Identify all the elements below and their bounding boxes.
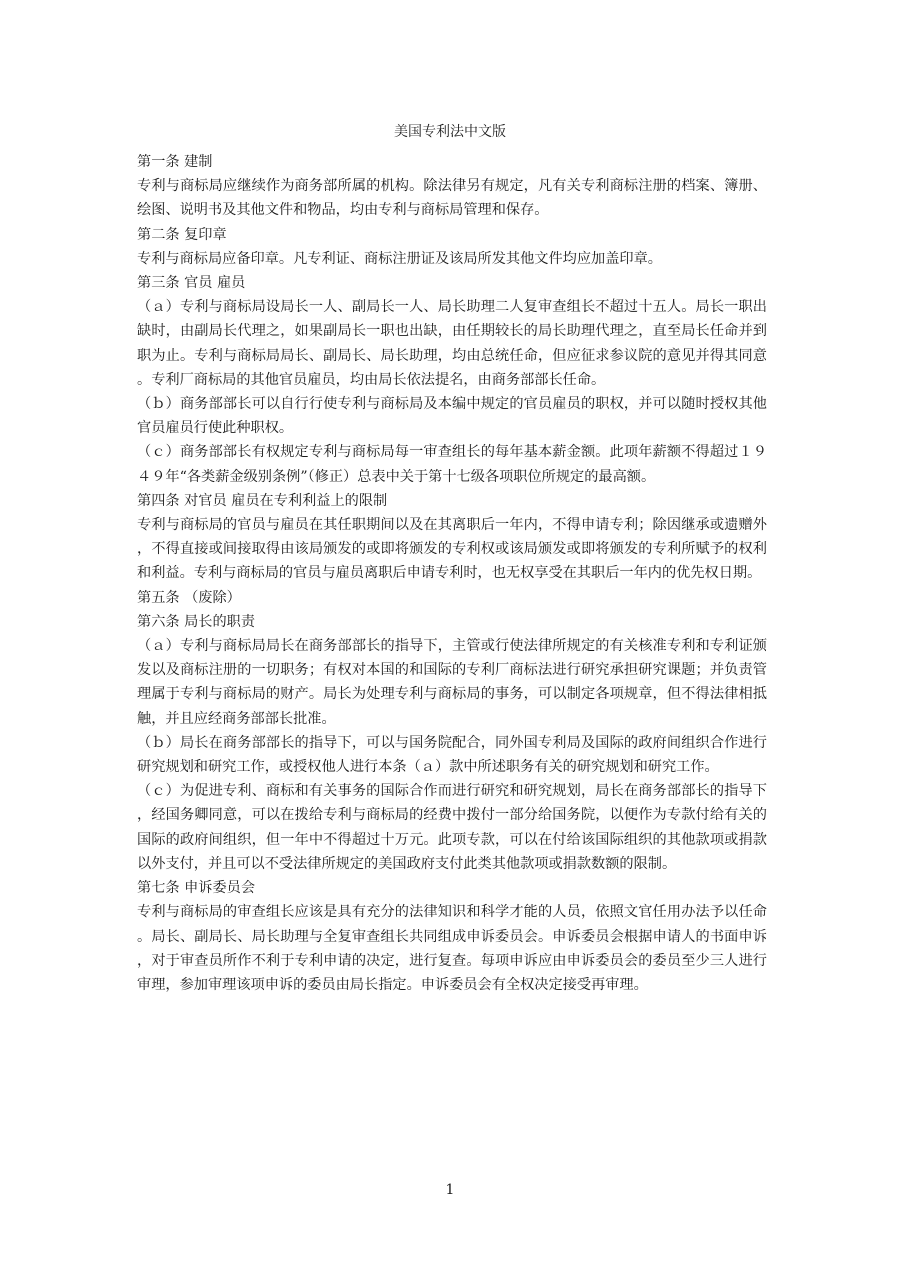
paragraph: （ｃ）为促进专利、商标和有关事务的国际合作而进行研究和研究规划，局长在商务部部长的指导下，经国务卿同意，可以在拨给专利与商标局的经费中拨付一部分给国务院，以便作为专款付给有关的国际的政府间组织，但一年中不得超过十万元。此项专款，可以在付给该国际组织的其他款项或捐款以外支付，并且可以不受法律所规定的美国政府支付此类其他款项或捐款数额的限制。	[137, 783, 767, 872]
paragraph: 专利与商标局应备印章。凡专利证、商标注册证及该局所发其他文件均应加盖印章。	[137, 250, 662, 267]
article-heading: 第四条 对官员 雇员在专利利益上的限制	[137, 492, 388, 509]
paragraph: （ｃ）商务部部长有权规定专利与商标局每一审查组长的每年基本薪金额。此项年薪额不得超过１９４９年“各类薪金级别条例”（修正）总表中关于第十七级各项职位所规定的最高额。	[137, 444, 767, 485]
paragraph: 专利与商标局的审查组长应该是具有充分的法律知识和科学才能的人员，依照文官任用办法予以任命。局长、副局长、局长助理与全复审查组长共同组成申诉委员会。申诉委员会根据申请人的书面申诉，对于审查员所作不利于专利申请的决定，进行复查。每项申诉应由申诉委员会的委员至少三人进行审理，参加审理该项申诉的委员由局长指定。申诉委员会有全权决定接受再审理。	[137, 904, 767, 993]
paragraph: （ａ）专利与商标局设局长一人、副局长一人、局长助理二人复审查组长不超过十五人。局长一职出缺时，由副局长代理之，如果副局长一职也出缺，由任期较长的局长助理代理之，直至局长任命并到职为止。专利与商标局局长、副局长、局长助理，均由总统任命，但应征求参议院的意见并得其同意。专利厂商标局的其他官员雇员，均由局长依法提名，由商务部部长任命。	[137, 299, 767, 388]
paragraph: 专利与商标局应继续作为商务部所属的机构。除法律另有规定，凡有关专利商标注册的档案、簿册、绘图、说明书及其他文件和物品，均由专利与商标局管理和保存。	[137, 178, 767, 219]
article-heading: 第五条 （废除）	[137, 589, 241, 606]
article-heading: 第六条 局长的职责	[137, 613, 256, 630]
article-heading: 第二条 复印章	[137, 226, 227, 243]
article-heading: 第三条 官员 雇员	[137, 275, 246, 292]
article-heading: 第一条 建制	[137, 154, 213, 170]
paragraph: （ｂ）局长在商务部部长的指导下，可以与国务院配合，同外国专利局及国际的政府间组织合作进行研究规划和研究工作，或授权他人进行本条（ａ）款中所述职务有关的研究规划和研究工作。	[137, 734, 767, 776]
page-number: 1	[445, 1182, 455, 1198]
paragraph: （ａ）专利与商标局局长在商务部部长的指导下，主管或行使法律所规定的有关核准专利和专利证颁发以及商标注册的一切职务；有权对本国的和国际的专利厂商标法进行研究承担研究课题；并负责管理属于专利与商标局的财产。局长为处理专利与商标局的事务，可以制定各项规章，但不得法律相抵触，并且应经商务部部长批准。	[137, 638, 767, 727]
paragraph: 专利与商标局的官员与雇员在其任职期间以及在其离职后一年内，不得申请专利；除因继承或遗赠外，不得直接或间接取得由该局颁发的或即将颁发的专利权或该局颁发或即将颁发的专利所赋予的权利和利益。专利与商标局的官员与雇员离职后申请专利时，也无权享受在其职后一年内的优先权日期。	[137, 517, 767, 582]
paragraph: （ｂ）商务部部长可以自行行使专利与商标局及本编中规定的官员雇员的职权，并可以随时授权其他官员雇员行使此种职权。	[137, 396, 767, 437]
document-title: 美国专利法中文版	[394, 124, 506, 140]
article-heading: 第七条 申诉委员会	[137, 880, 256, 897]
document-body	[137, 150, 767, 997]
